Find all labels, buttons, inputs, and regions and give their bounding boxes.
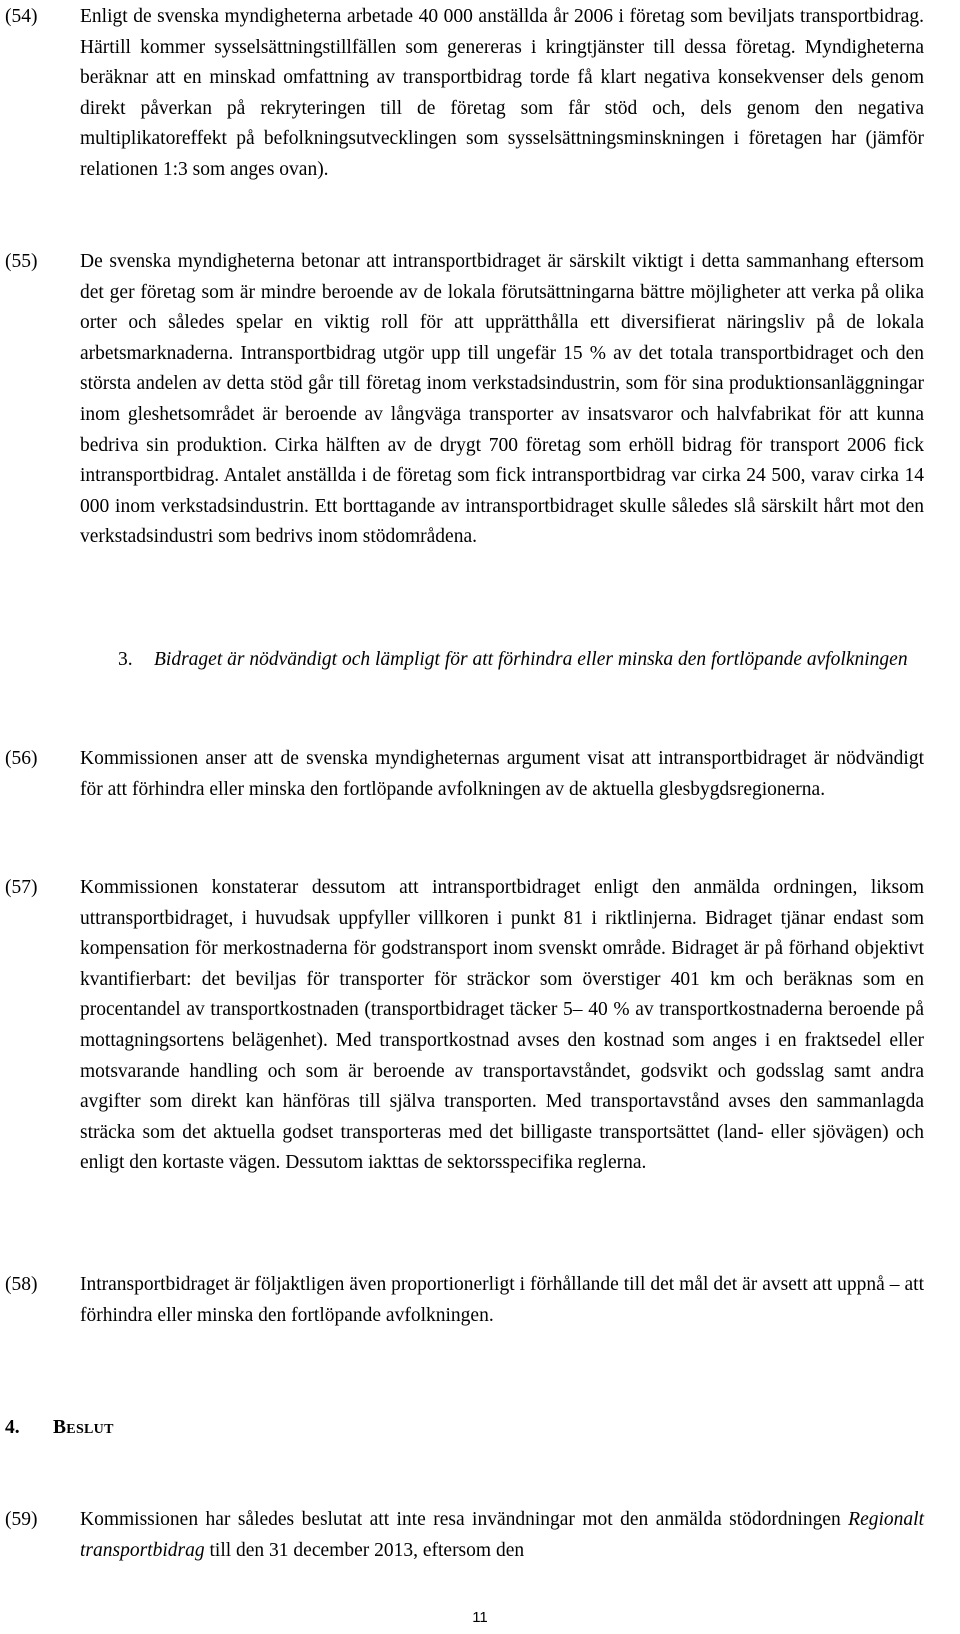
paragraph-text (80, 1505, 924, 1566)
paragraph-text: Kommissionen anser att de svenska myndigheternas argument visat att intransportbidraget är nödvändigt för att förhindra eller minska den fortlöpande avfolkningen av de aktuella glesbygdsregionerna. (80, 748, 924, 800)
paragraph-text: De svenska myndigheterna betonar att intransportbidraget är särskilt viktigt i detta sammanhang eftersom det ger företag som är mindre beroende av de lokala förutsättningarna bättre möjligheter att verka på olika orter och således spelar en viktig roll för att upprätthålla ett diversifierat näringsliv på de lokala arbetsmarknaderna. Intransportbidrag utgör upp till ungefär 15 % av det totala transportbidraget och den största andelen av detta stöd går till företag inom verkstadsindustrin, som för sina produktionsanläggningar inom gleshetsområdet är beroende av långväga transporter av insatsvaror och halvfabrikat för att kunna bedriva sin produktion. Cirka hälften av de drygt 700 företag som erhöll bidrag för transport 2006 fick intransportbidrag. Antalet anställda i de företag som fick intransportbidrag var cirka 24 500, varav cirka 14 000 inom verkstadsindustrin. Ett borttagande av intransportbidraget skulle således slå särskilt hårt mot den verkstadsindustri som bedrivs inom stödområdena. (80, 251, 924, 548)
scheme-name: Regionalt transportbidrag (80, 1509, 924, 1561)
section-title: Beslut (53, 1417, 114, 1438)
subheading-text: Bidraget är nödvändigt och lämpligt för att förhindra eller minska den fortlöpande avfolkningen (154, 649, 908, 670)
section-number: 4. (5, 1417, 20, 1438)
subheading-number: 3. (118, 649, 133, 670)
paragraph-number: (57) (5, 877, 38, 898)
paragraph-text-end: till den 31 december 2013, eftersom den (204, 1539, 525, 1561)
paragraph-text: Enligt de svenska myndigheterna arbetade 40 000 anställda år 2006 i företag som beviljats transportbidrag. Härtill kommer sysselsättningstillfällen som genereras i kringtjänster till dessa företag. Myndigheterna beräknar att en minskad omfattning av transportbidrag torde få klart negativa konsekvenser dels genom direkt påverkan på rekryteringen till de företag som får stöd och, dels genom den negativa multiplikatoreffekt på befolkningsutvecklingen som sysselsättningsminskningen i företagen har (jämför relationen 1:3 som anges ovan). (80, 6, 924, 180)
paragraph-number: (55) (5, 251, 38, 272)
paragraph-number: (58) (5, 1274, 38, 1295)
paragraph-number: (56) (5, 748, 38, 769)
paragraph-text-start: Kommissionen har således beslutat att inte resa invändningar mot den anmälda stödordningen (80, 1509, 849, 1530)
paragraph-text: Intransportbidraget är följaktligen även proportionerligt i förhållande till det mål det är avsett att uppnå – att förhindra eller minska den fortlöpande avfolkningen. (80, 1274, 924, 1326)
page-number: 11 (472, 1609, 488, 1626)
paragraph-number: (59) (5, 1509, 38, 1530)
paragraph-number: (54) (5, 6, 38, 27)
paragraph-text: Kommissionen konstaterar dessutom att intransportbidraget enligt den anmälda ordningen, liksom uttransportbidraget, i huvudsak uppfyller villkoren i punkt 81 i riktlinjerna. Bidraget tjänar endast som kompensation för merkostnaderna för godstransport inom svenskt område. Bidraget är på förhand objektivt kvantifierbart: det beviljas för transporter för sträckor som överstiger 401 km och beräknas som en procentandel av transportkostnaden (transportbidraget täcker 5– 40 % av transportkostnaderna beroende på mottagningsortens belägenhet). Med transportkostnad avses den kostnad som anges i en fraktsedel eller motsvarande handling och som är beroende av transportavståndet, godsvikt och godsslag samt andra avgifter som direkt kan hänföras till själva transporten. Med transportavstånd avses den sammanlagda sträcka som det aktuella godset transporteras med det billigaste transportsättet (land- eller sjövägen) och enligt den kortaste vägen. Dessutom iakttas de sektorsspecifika reglerna. (80, 877, 924, 1174)
